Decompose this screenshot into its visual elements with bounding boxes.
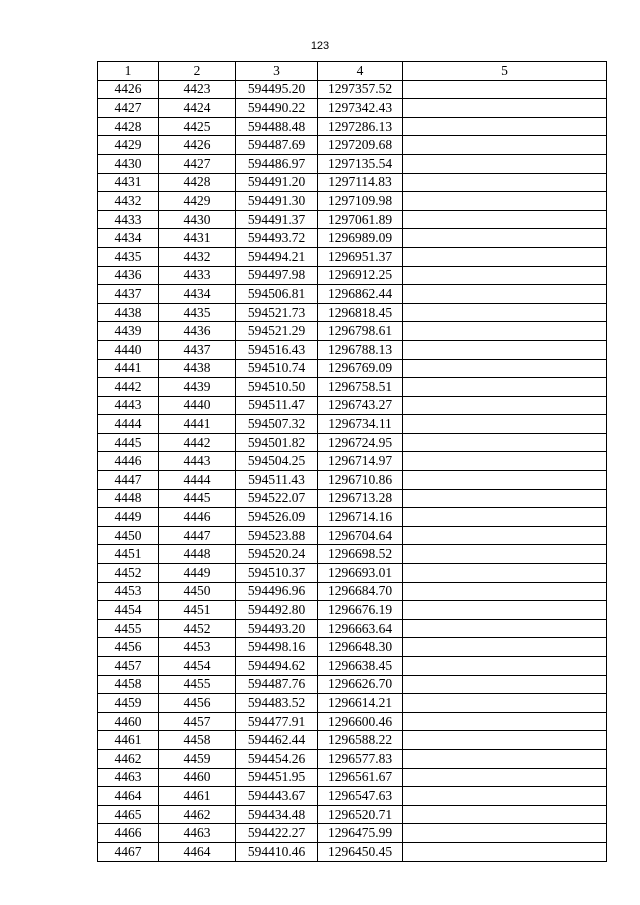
table-cell-col-5 [403, 787, 607, 806]
table-cell-col-5 [403, 508, 607, 527]
table-cell-col-4: 1296561.67 [318, 768, 403, 787]
table-cell-col-1: 4441 [98, 359, 159, 378]
table-cell-col-2: 4452 [159, 619, 236, 638]
table-cell-col-2: 4459 [159, 749, 236, 768]
table-cell-col-5 [403, 396, 607, 415]
table-cell-col-4: 1296588.22 [318, 731, 403, 750]
table-cell-col-2: 4456 [159, 694, 236, 713]
table-cell-col-4: 1296698.52 [318, 545, 403, 564]
table-cell-col-5 [403, 657, 607, 676]
table-cell-col-4: 1296547.63 [318, 787, 403, 806]
table-cell-col-1: 4459 [98, 694, 159, 713]
table-cell-col-5 [403, 638, 607, 657]
table-cell-col-3: 594511.47 [236, 396, 318, 415]
table-cell-col-4: 1297286.13 [318, 117, 403, 136]
table-row [98, 322, 607, 341]
table-cell-col-2: 4430 [159, 210, 236, 229]
table-cell-col-1: 4434 [98, 229, 159, 248]
table-cell-col-4: 1296600.46 [318, 712, 403, 731]
table-cell-col-3: 594501.82 [236, 433, 318, 452]
table-row [98, 136, 607, 155]
table-cell-col-5 [403, 247, 607, 266]
table-row [98, 415, 607, 434]
table-cell-col-2: 4445 [159, 489, 236, 508]
table-cell-col-4: 1296704.64 [318, 526, 403, 545]
table-cell-col-3: 594454.26 [236, 749, 318, 768]
table-cell-col-5 [403, 675, 607, 694]
table-cell-col-1: 4430 [98, 154, 159, 173]
table-cell-col-5 [403, 99, 607, 118]
table-cell-col-3: 594422.27 [236, 824, 318, 843]
table-cell-col-3: 594516.43 [236, 340, 318, 359]
table-cell-col-2: 4453 [159, 638, 236, 657]
table-row [98, 266, 607, 285]
table-cell-col-4: 1296724.95 [318, 433, 403, 452]
table-body [98, 80, 607, 861]
table-cell-col-4: 1296714.97 [318, 452, 403, 471]
table-cell-col-4: 1297061.89 [318, 210, 403, 229]
table-row [98, 247, 607, 266]
table-cell-col-4: 1296710.86 [318, 471, 403, 490]
table-cell-col-2: 4433 [159, 266, 236, 285]
table-cell-col-2: 4438 [159, 359, 236, 378]
table-cell-col-3: 594443.67 [236, 787, 318, 806]
table-cell-col-4: 1296676.19 [318, 601, 403, 620]
table-cell-col-4: 1296450.45 [318, 842, 403, 861]
column-header-2: 2 [159, 62, 236, 81]
table-cell-col-3: 594523.88 [236, 526, 318, 545]
table-cell-col-1: 4443 [98, 396, 159, 415]
table-cell-col-4: 1297135.54 [318, 154, 403, 173]
table-cell-col-2: 4449 [159, 564, 236, 583]
table-cell-col-5 [403, 842, 607, 861]
table-cell-col-1: 4436 [98, 266, 159, 285]
table-cell-col-4: 1296663.64 [318, 619, 403, 638]
table-row [98, 768, 607, 787]
table-row [98, 80, 607, 99]
table-cell-col-2: 4436 [159, 322, 236, 341]
table-cell-col-1: 4460 [98, 712, 159, 731]
table-cell-col-4: 1296713.28 [318, 489, 403, 508]
header-row [98, 62, 607, 81]
table-cell-col-2: 4429 [159, 192, 236, 211]
table-cell-col-4: 1296614.21 [318, 694, 403, 713]
table-cell-col-5 [403, 136, 607, 155]
table-cell-col-2: 4454 [159, 657, 236, 676]
table-cell-col-5 [403, 303, 607, 322]
table-cell-col-1: 4449 [98, 508, 159, 527]
table-row [98, 675, 607, 694]
table-cell-col-4: 1296626.70 [318, 675, 403, 694]
table-cell-col-5 [403, 229, 607, 248]
table-cell-col-2: 4431 [159, 229, 236, 248]
table-cell-col-4: 1296743.27 [318, 396, 403, 415]
table-cell-col-2: 4435 [159, 303, 236, 322]
table-cell-col-3: 594434.48 [236, 805, 318, 824]
table-cell-col-1: 4431 [98, 173, 159, 192]
table-cell-col-2: 4444 [159, 471, 236, 490]
table-cell-col-4: 1296758.51 [318, 378, 403, 397]
table-cell-col-4: 1296693.01 [318, 564, 403, 583]
table-cell-col-5 [403, 210, 607, 229]
table-cell-col-1: 4426 [98, 80, 159, 99]
column-header-4: 4 [318, 62, 403, 81]
table-cell-col-3: 594493.72 [236, 229, 318, 248]
table-cell-col-1: 4455 [98, 619, 159, 638]
table-cell-col-2: 4437 [159, 340, 236, 359]
table-cell-col-4: 1297109.98 [318, 192, 403, 211]
table-cell-col-5 [403, 359, 607, 378]
table-cell-col-1: 4447 [98, 471, 159, 490]
table-cell-col-2: 4447 [159, 526, 236, 545]
table-cell-col-2: 4451 [159, 601, 236, 620]
table-cell-col-5 [403, 452, 607, 471]
table-cell-col-5 [403, 285, 607, 304]
table-cell-col-5 [403, 545, 607, 564]
table-cell-col-1: 4454 [98, 601, 159, 620]
table-cell-col-1: 4448 [98, 489, 159, 508]
table-cell-col-5 [403, 117, 607, 136]
table-row [98, 117, 607, 136]
table-cell-col-3: 594494.62 [236, 657, 318, 676]
table-cell-col-5 [403, 489, 607, 508]
table-cell-col-1: 4458 [98, 675, 159, 694]
table-cell-col-5 [403, 619, 607, 638]
table-row [98, 694, 607, 713]
table-cell-col-3: 594488.48 [236, 117, 318, 136]
table-row [98, 433, 607, 452]
table-cell-col-4: 1296684.70 [318, 582, 403, 601]
table-cell-col-5 [403, 80, 607, 99]
table-cell-col-1: 4464 [98, 787, 159, 806]
table-cell-col-1: 4452 [98, 564, 159, 583]
table-cell-col-3: 594498.16 [236, 638, 318, 657]
table-row [98, 805, 607, 824]
table-cell-col-1: 4432 [98, 192, 159, 211]
table-row [98, 824, 607, 843]
table-cell-col-4: 1297357.52 [318, 80, 403, 99]
table-cell-col-3: 594462.44 [236, 731, 318, 750]
table-cell-col-4: 1296818.45 [318, 303, 403, 322]
table-cell-col-3: 594510.50 [236, 378, 318, 397]
table-cell-col-1: 4435 [98, 247, 159, 266]
table-cell-col-1: 4466 [98, 824, 159, 843]
table-cell-col-2: 4455 [159, 675, 236, 694]
table-row [98, 173, 607, 192]
table-cell-col-1: 4433 [98, 210, 159, 229]
table-cell-col-3: 594487.76 [236, 675, 318, 694]
column-header-3: 3 [236, 62, 318, 81]
table-cell-col-5 [403, 601, 607, 620]
table-cell-col-1: 4446 [98, 452, 159, 471]
table-cell-col-5 [403, 731, 607, 750]
table-cell-col-1: 4461 [98, 731, 159, 750]
table-cell-col-2: 4461 [159, 787, 236, 806]
table-cell-col-4: 1296788.13 [318, 340, 403, 359]
table-cell-col-5 [403, 266, 607, 285]
table-cell-col-3: 594506.81 [236, 285, 318, 304]
table-row [98, 359, 607, 378]
table-cell-col-3: 594491.20 [236, 173, 318, 192]
table-cell-col-4: 1296577.83 [318, 749, 403, 768]
table-row [98, 340, 607, 359]
table-cell-col-5 [403, 526, 607, 545]
table-cell-col-1: 4444 [98, 415, 159, 434]
table-row [98, 638, 607, 657]
table-cell-col-4: 1296734.11 [318, 415, 403, 434]
table-cell-col-1: 4453 [98, 582, 159, 601]
table-cell-col-2: 4446 [159, 508, 236, 527]
table-row [98, 787, 607, 806]
table-cell-col-1: 4465 [98, 805, 159, 824]
table-cell-col-5 [403, 824, 607, 843]
table-row [98, 749, 607, 768]
column-header-5: 5 [403, 62, 607, 81]
table-cell-col-4: 1297114.83 [318, 173, 403, 192]
table-cell-col-3: 594497.98 [236, 266, 318, 285]
table-cell-col-4: 1296520.71 [318, 805, 403, 824]
table-cell-col-3: 594491.30 [236, 192, 318, 211]
table-cell-col-3: 594521.73 [236, 303, 318, 322]
table-cell-col-2: 4460 [159, 768, 236, 787]
table-cell-col-4: 1296912.25 [318, 266, 403, 285]
table-cell-col-2: 4442 [159, 433, 236, 452]
table-row [98, 731, 607, 750]
table-cell-col-3: 594496.96 [236, 582, 318, 601]
table-cell-col-5 [403, 694, 607, 713]
column-header-1: 1 [98, 62, 159, 81]
table-cell-col-2: 4457 [159, 712, 236, 731]
table-cell-col-3: 594507.32 [236, 415, 318, 434]
table-cell-col-3: 594522.07 [236, 489, 318, 508]
table-cell-col-2: 4441 [159, 415, 236, 434]
table-row [98, 619, 607, 638]
table-cell-col-3: 594487.69 [236, 136, 318, 155]
table-cell-col-1: 4440 [98, 340, 159, 359]
table-cell-col-3: 594494.21 [236, 247, 318, 266]
table-cell-col-2: 4425 [159, 117, 236, 136]
table-row [98, 712, 607, 731]
table-cell-col-2: 4458 [159, 731, 236, 750]
table-cell-col-5 [403, 749, 607, 768]
table-cell-col-3: 594504.25 [236, 452, 318, 471]
table-cell-col-1: 4439 [98, 322, 159, 341]
table-row [98, 452, 607, 471]
table-cell-col-4: 1296989.09 [318, 229, 403, 248]
table-cell-col-3: 594511.43 [236, 471, 318, 490]
table-cell-col-1: 4456 [98, 638, 159, 657]
table-cell-col-3: 594491.37 [236, 210, 318, 229]
table-cell-col-5 [403, 768, 607, 787]
table-cell-col-1: 4437 [98, 285, 159, 304]
table-cell-col-3: 594510.37 [236, 564, 318, 583]
table-cell-col-4: 1297342.43 [318, 99, 403, 118]
table-cell-col-2: 4463 [159, 824, 236, 843]
table-cell-col-3: 594493.20 [236, 619, 318, 638]
table-row [98, 508, 607, 527]
table-cell-col-2: 4428 [159, 173, 236, 192]
table-cell-col-4: 1296798.61 [318, 322, 403, 341]
table-cell-col-3: 594410.46 [236, 842, 318, 861]
table-cell-col-2: 4424 [159, 99, 236, 118]
table-cell-col-1: 4462 [98, 749, 159, 768]
table-cell-col-2: 4434 [159, 285, 236, 304]
table-cell-col-2: 4440 [159, 396, 236, 415]
table-row [98, 154, 607, 173]
table-cell-col-5 [403, 433, 607, 452]
table-cell-col-5 [403, 805, 607, 824]
table-cell-col-5 [403, 340, 607, 359]
table-cell-col-5 [403, 564, 607, 583]
table-cell-col-3: 594451.95 [236, 768, 318, 787]
table-cell-col-5 [403, 712, 607, 731]
table-cell-col-3: 594483.52 [236, 694, 318, 713]
table-cell-col-5 [403, 471, 607, 490]
table-cell-col-1: 4428 [98, 117, 159, 136]
table-cell-col-1: 4451 [98, 545, 159, 564]
table-cell-col-5 [403, 378, 607, 397]
table-cell-col-1: 4427 [98, 99, 159, 118]
table-row [98, 582, 607, 601]
page-number: 123 [310, 40, 330, 52]
table-cell-col-1: 4429 [98, 136, 159, 155]
table-row [98, 526, 607, 545]
table-cell-col-4: 1296769.09 [318, 359, 403, 378]
table-cell-col-1: 4467 [98, 842, 159, 861]
table-cell-col-3: 594510.74 [236, 359, 318, 378]
table-row [98, 601, 607, 620]
table-cell-col-2: 4448 [159, 545, 236, 564]
table-cell-col-4: 1296951.37 [318, 247, 403, 266]
table-cell-col-2: 4423 [159, 80, 236, 99]
table-row [98, 285, 607, 304]
table-cell-col-3: 594490.22 [236, 99, 318, 118]
table-cell-col-4: 1296475.99 [318, 824, 403, 843]
table-cell-col-2: 4439 [159, 378, 236, 397]
table-row [98, 99, 607, 118]
table-cell-col-3: 594526.09 [236, 508, 318, 527]
table-cell-col-3: 594521.29 [236, 322, 318, 341]
table-cell-col-5 [403, 415, 607, 434]
table-cell-col-3: 594520.24 [236, 545, 318, 564]
table-cell-col-2: 4462 [159, 805, 236, 824]
table-cell-col-1: 4445 [98, 433, 159, 452]
table-cell-col-3: 594492.80 [236, 601, 318, 620]
table-cell-col-3: 594477.91 [236, 712, 318, 731]
table-row [98, 303, 607, 322]
table-cell-col-1: 4457 [98, 657, 159, 676]
table-row [98, 471, 607, 490]
table-cell-col-4: 1296714.16 [318, 508, 403, 527]
table-cell-col-5 [403, 173, 607, 192]
table-cell-col-4: 1296638.45 [318, 657, 403, 676]
table-cell-col-1: 4450 [98, 526, 159, 545]
table-cell-col-5 [403, 322, 607, 341]
table-cell-col-5 [403, 192, 607, 211]
coordinates-table [97, 61, 607, 862]
table-cell-col-2: 4432 [159, 247, 236, 266]
table-cell-col-2: 4427 [159, 154, 236, 173]
table-row [98, 564, 607, 583]
table-row [98, 396, 607, 415]
table-row [98, 229, 607, 248]
table-cell-col-2: 4450 [159, 582, 236, 601]
table-cell-col-3: 594486.97 [236, 154, 318, 173]
table-row [98, 657, 607, 676]
table-cell-col-5 [403, 582, 607, 601]
table-cell-col-1: 4463 [98, 768, 159, 787]
table-cell-col-4: 1296648.30 [318, 638, 403, 657]
table-cell-col-2: 4426 [159, 136, 236, 155]
table-row [98, 842, 607, 861]
table-row [98, 545, 607, 564]
table-cell-col-4: 1297209.68 [318, 136, 403, 155]
table-cell-col-4: 1296862.44 [318, 285, 403, 304]
table-row [98, 210, 607, 229]
table-row [98, 489, 607, 508]
table-cell-col-3: 594495.20 [236, 80, 318, 99]
table-row [98, 378, 607, 397]
table-row [98, 192, 607, 211]
table-cell-col-1: 4438 [98, 303, 159, 322]
table-cell-col-1: 4442 [98, 378, 159, 397]
table-cell-col-2: 4464 [159, 842, 236, 861]
table-cell-col-2: 4443 [159, 452, 236, 471]
table-cell-col-5 [403, 154, 607, 173]
